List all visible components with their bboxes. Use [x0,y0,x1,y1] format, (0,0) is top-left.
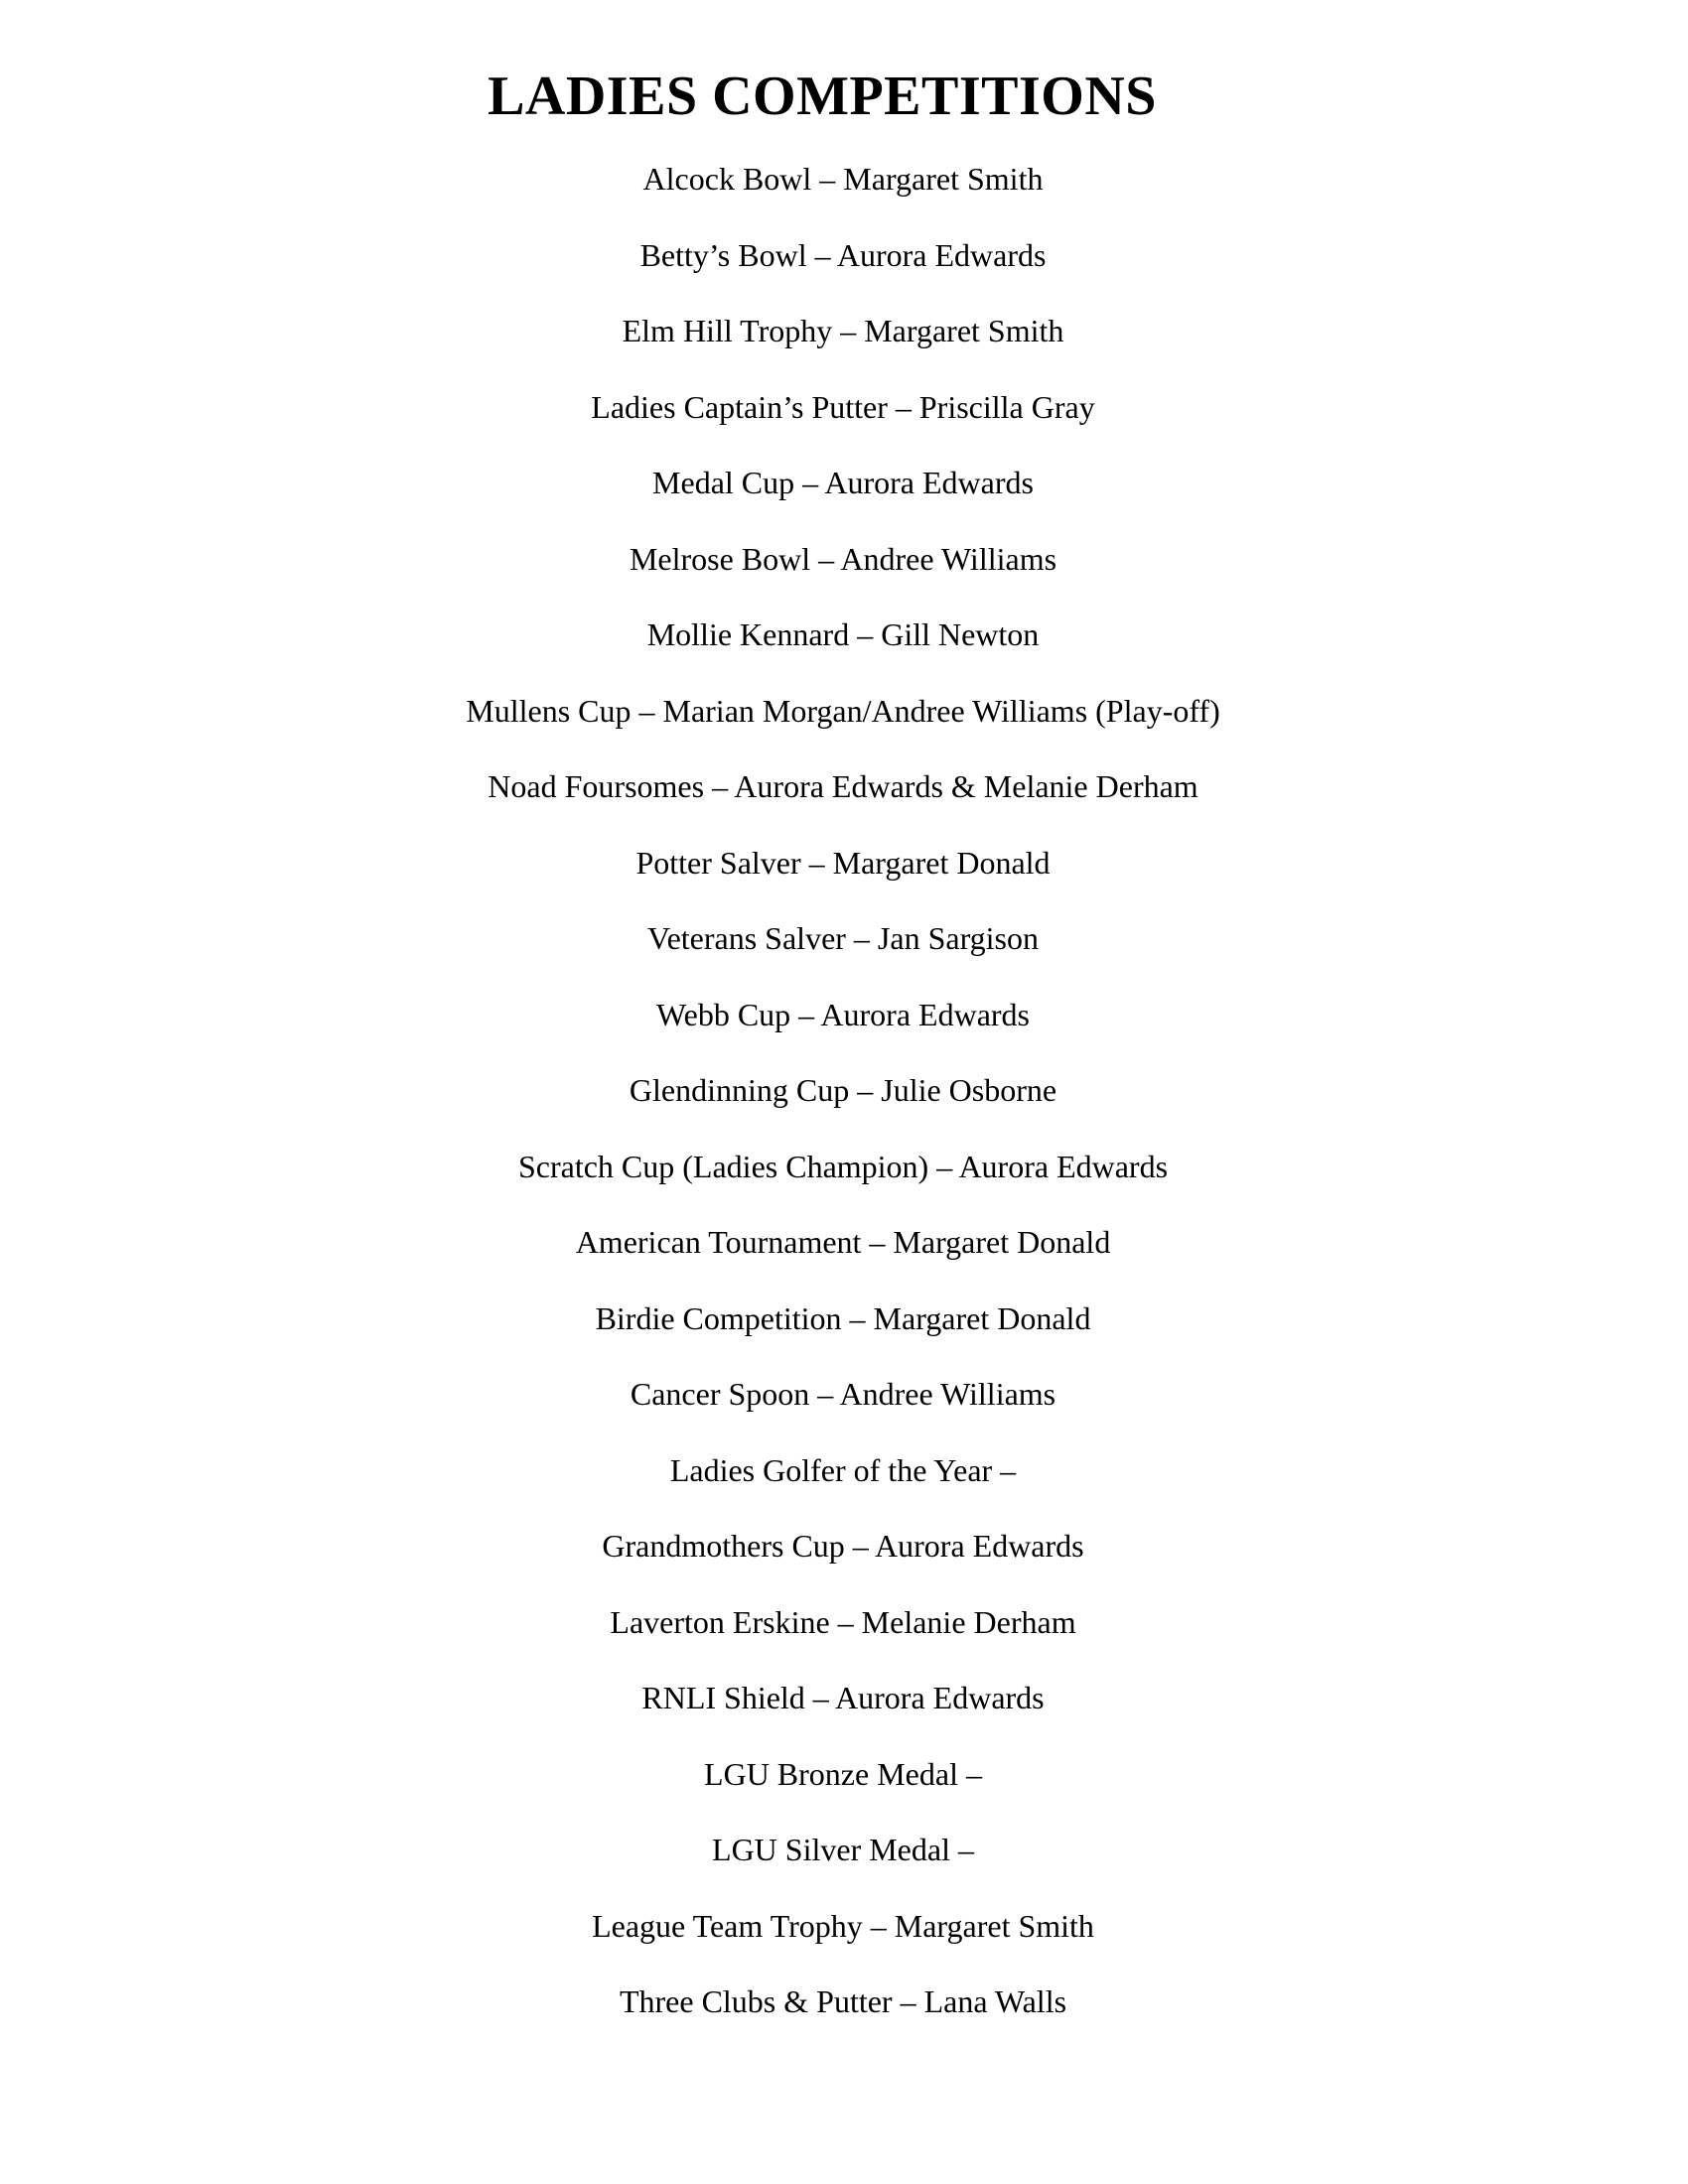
competition-entry: Potter Salver – Margaret Donald [635,844,1051,881]
competition-entry: Laverton Erskine – Melanie Derham [610,1603,1076,1640]
competition-entry: Medal Cup – Aurora Edwards [652,465,1034,500]
competition-entry: Ladies Captain’s Putter – Priscilla Gray [591,388,1095,425]
competition-entry: Glendinning Cup – Julie Osborne [629,1072,1057,1108]
competition-entry: Webb Cup – Aurora Edwards [655,996,1030,1032]
competition-entry: Betty’s Bowl – Aurora Edwards [639,236,1047,273]
page-title: LADIES COMPETITIONS [488,66,1157,127]
competition-list [0,157,1688,2056]
competition-entry: Veterans Salver – Jan Sargison [647,920,1039,956]
competition-entry: Ladies Golfer of the Year – [669,1451,1017,1488]
competition-entry: League Team Trophy – Margaret Smith [592,1907,1094,1944]
competition-entry: RNLI Shield – Aurora Edwards [641,1680,1045,1715]
competition-entry: American Tournament – Margaret Donald [575,1224,1111,1260]
competition-entry: Alcock Bowl – Margaret Smith [642,161,1044,197]
competition-entry: LGU Silver Medal – [712,1832,974,1867]
competition-entry: Noad Foursomes – Aurora Edwards & Melanie Derham [488,768,1198,804]
competition-entry: Scratch Cup (Ladies Champion) – Aurora Edwards [517,1148,1169,1184]
competition-entry: Three Clubs & Putter – Lana Walls [619,1983,1067,2019]
competition-entry: Melrose Bowl – Andree Williams [629,540,1057,577]
competition-entry: LGU Bronze Medal – [704,1755,982,1792]
competition-entry: Cancer Spoon – Andree Williams [630,1376,1056,1412]
competition-entry: Mullens Cup – Marian Morgan/Andree Williams (Play-off) [466,692,1220,729]
competition-entry: Birdie Competition – Margaret Donald [595,1299,1091,1336]
competition-entry: Mollie Kennard – Gill Newton [646,616,1040,652]
competition-entry: Elm Hill Trophy – Margaret Smith [622,313,1064,348]
competition-entry: Grandmothers Cup – Aurora Edwards [602,1528,1084,1564]
